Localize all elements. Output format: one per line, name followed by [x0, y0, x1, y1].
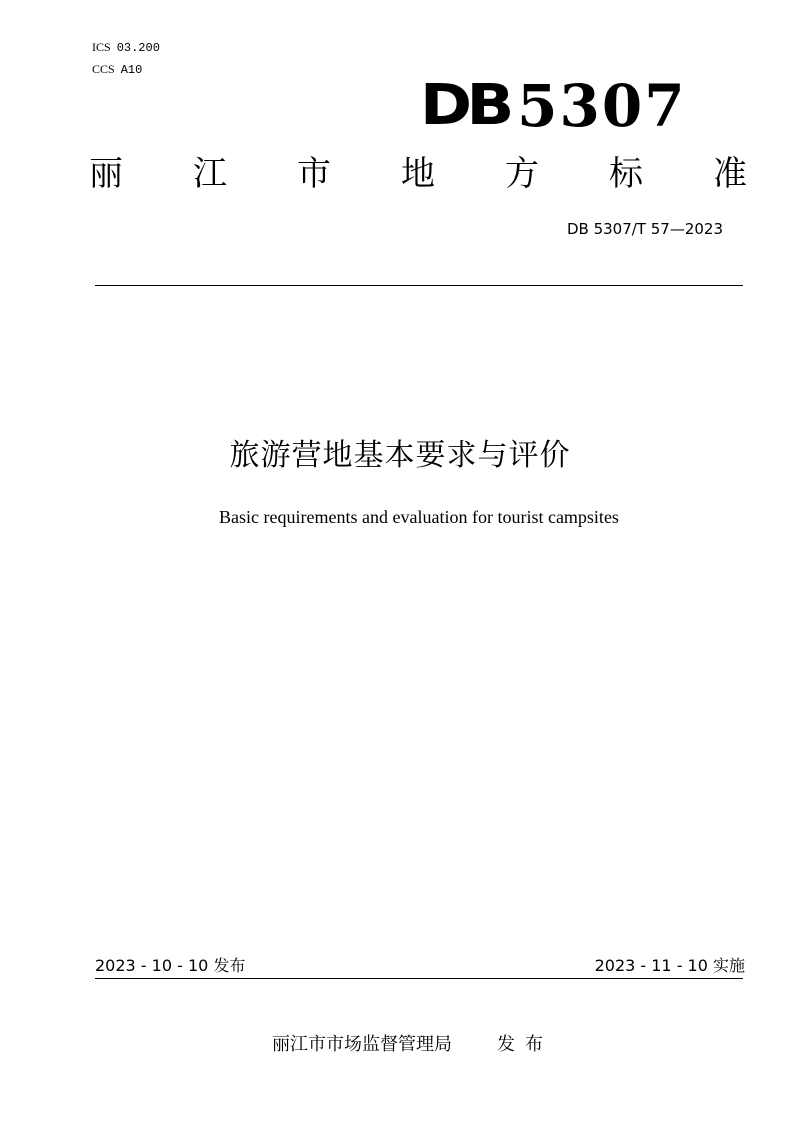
standard-number: DB 5307/T 57—2023	[566, 220, 723, 238]
standard-type-char: 地	[401, 154, 435, 194]
ccs-classification	[92, 62, 142, 77]
ics-label: ICS	[92, 40, 111, 54]
db-logo-code: 5307	[517, 72, 687, 140]
db-standard-logo	[420, 68, 690, 140]
issue-date: 2023 - 10 - 10 发布	[95, 956, 246, 975]
implementation-date: 2023 - 11 - 10 实施	[594, 956, 745, 975]
ics-classification	[92, 40, 160, 55]
standard-type-char: 市	[297, 154, 331, 194]
top-divider	[95, 285, 743, 286]
document-title-chinese: 旅游营地基本要求与评价	[229, 438, 571, 473]
bottom-divider	[95, 978, 743, 979]
standard-type-char: 江	[193, 154, 227, 194]
standard-type-title	[88, 152, 748, 196]
db-logo-prefix: DB	[420, 73, 509, 138]
standard-type-char: 丽	[89, 154, 123, 194]
standard-type-char: 标	[609, 154, 643, 194]
standard-type-char: 方	[505, 154, 539, 194]
standard-type-char: 准	[713, 154, 747, 194]
ccs-label: CCS	[92, 62, 115, 76]
ccs-code: A10	[120, 63, 143, 77]
ics-code: 03.200	[116, 41, 160, 55]
publish-label: 发布	[497, 1034, 553, 1055]
document-title-english: Basic requirements and evaluation for tourist campsites	[219, 507, 619, 527]
publisher-name: 丽江市市场监督管理局	[272, 1034, 452, 1055]
